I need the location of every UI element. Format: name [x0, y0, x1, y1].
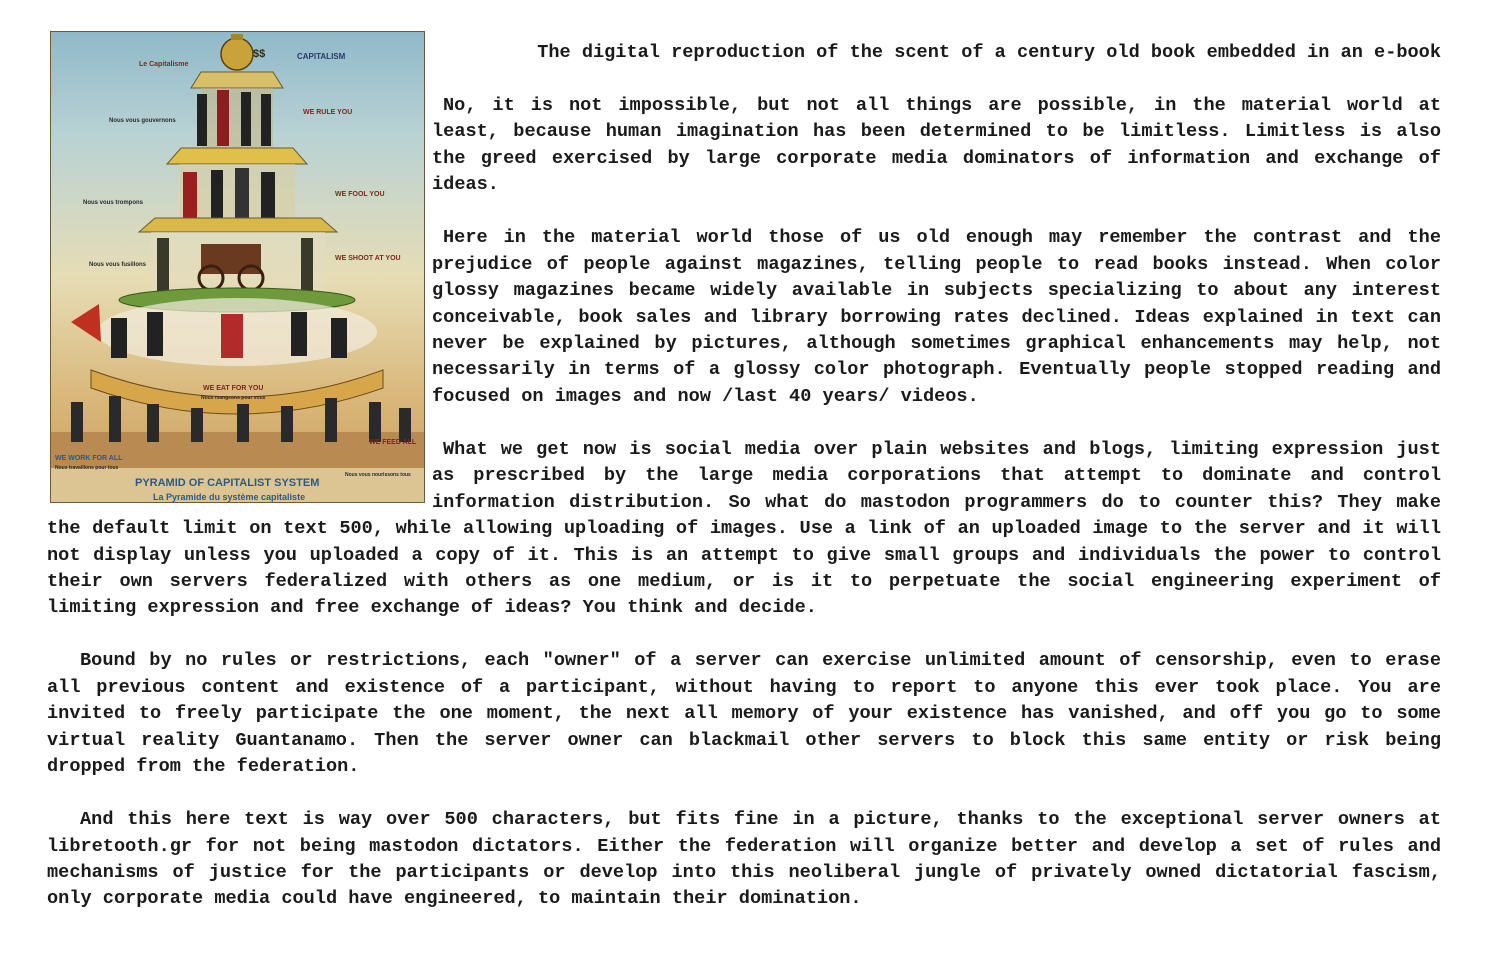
money-bag-symbol: $$ [253, 48, 266, 60]
poster-title-fr: La Pyramide du système capitaliste [153, 492, 306, 502]
poster-label-feed-fr: Nous vous nourissons tous [345, 472, 411, 478]
poster-title-en: PYRAMID OF CAPITALIST SYSTEM [135, 477, 320, 489]
poster-label-tier1-en: WE RULE YOU [303, 109, 353, 116]
poster-label-tier4-fr: Nous mangeons pour vous [201, 395, 266, 401]
poster-label-capitalisme: Le Capitalisme [139, 61, 189, 68]
paragraph-1: No, it is not impossible, but not all things are possible, in the material world at least, because human imagination has been determined to be limitless. Limitless is also the greed exercised by large corporate media dominators of information and exchange of ideas. [432, 94, 1441, 196]
pyramid-poster-image [50, 31, 425, 503]
money-bag-icon [221, 34, 253, 70]
poster-label-tier4-en: WE EAT FOR YOU [203, 385, 264, 392]
poster-label-capitalism: CAPITALISM [297, 52, 346, 61]
poster-label-feed: WE FEED ALL [369, 439, 417, 446]
paragraph-5: And this here text is way over 500 characters, but fits fine in a picture, thanks to the exceptional server owners at libretooth.gr for not being mastodon dictators. Either the federation will organize better and develop a set of rules and mechanisms of justice for the participants or develop into this neoliberal jungle of privately owned dictatorial fascism, only corporate media could have engineered, to maintain their domination. [47, 809, 1441, 910]
poster-label-tier3-fr: Nous vous fusillons [89, 262, 147, 268]
paragraph-2: Here in the material world those of us old enough may remember the contrast and the prejudice of people against magazines, telling people to read books instead. When color glossy magazines became widely available in subjects specializing to about any interest conceivable, book sales and library borrowing rates declined. Ideas explained in text can never be explained by pictures, although sometimes graphical enhancements may help, not necessarily in terms of a glossy color photograph. Eventually people stopped reading and focused on images and now /last 40 years/ videos. [432, 227, 1441, 407]
poster-label-work: WE WORK FOR ALL [55, 455, 123, 462]
poster-label-work-fr: Nous travaillons pour tous [55, 465, 119, 471]
poster-label-tier2-en: WE FOOL YOU [335, 191, 385, 198]
poster-label-tier2-fr: Nous vous trompons [83, 200, 144, 206]
paragraph-4: Bound by no rules or restrictions, each "owner" of a server can exercise unlimited amount of censorship, even to erase all previous content and existence of a participant, without having to report to anyone this ever took place. You are invited to freely participate the one moment, the next all memory of your existence has vanished, and off you go to some virtual reality Guantanamo. Then the server owner can blackmail other servers to block this same entity or risk being dropped from the federation. [47, 650, 1441, 778]
document-page [47, 40, 1441, 913]
poster-label-tier1-fr: Nous vous gouvernons [109, 118, 176, 124]
paragraph-3: What we get now is social media over plain websites and blogs, limiting expression just as prescribed by the large media corporations that attempt to dominate and control information distribution. So what do mastodon programmers do to counter this? They make the default limit on text 500, while allowing uploading of images. Use a link of an uploaded image to the server and it will not display unless you uploaded a copy of it. This is an attempt to give small groups and individuals the power to control their own servers federalized with others as one medium, or is it to perpetuate the social engineering experiment of limiting expression and free exchange of ideas? You think and decide. [47, 438, 1441, 619]
article-title: The digital reproduction of the scent of a century old book embedded in an e-book [537, 42, 1441, 63]
poster-label-tier3-en: WE SHOOT AT YOU [335, 255, 401, 262]
